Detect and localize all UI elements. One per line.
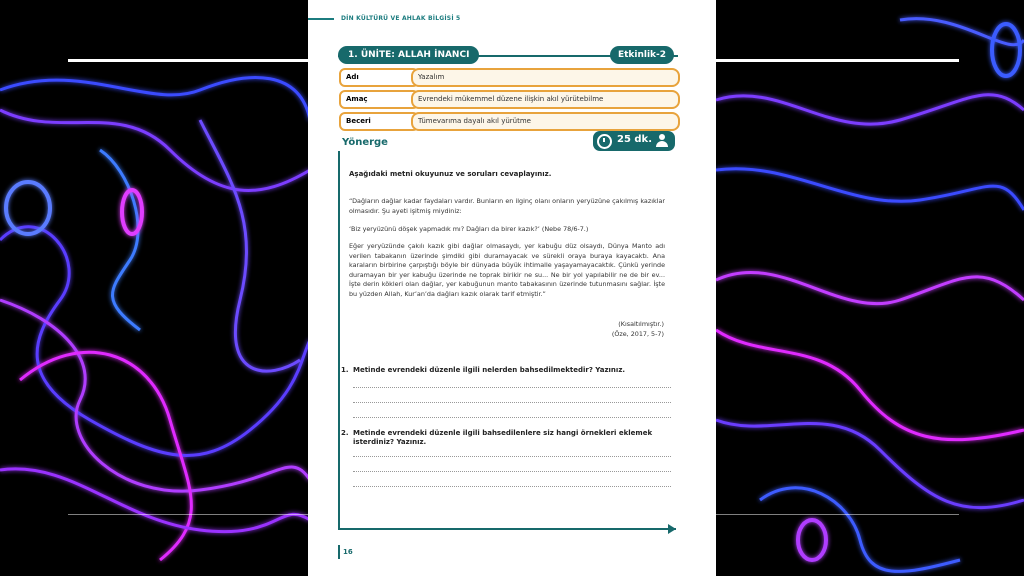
running-header: DİN KÜLTÜRÜ VE AHLAK BİLGİSİ 5 [341, 15, 461, 22]
clock-icon [597, 134, 612, 149]
activity-badge: Etkinlik-2 [610, 46, 674, 64]
row-label-skill: Beceri [339, 112, 419, 131]
source-note: (Kısaltılmıştır.) [618, 320, 664, 328]
time-text: 25 dk. [617, 134, 653, 145]
page-number-bar [338, 545, 340, 559]
reading-verse: ‘Biz yeryüzünü döşek yapmadık mı? Dağları da birer kazık?’ (Nebe 78/6-7.) [349, 225, 589, 233]
row-label-name: Adı [339, 68, 419, 87]
decorative-line-bottom-right [716, 514, 959, 515]
answer-line[interactable] [353, 471, 671, 472]
answer-line[interactable] [353, 387, 671, 388]
person-icon [656, 134, 668, 148]
instruction-text: Aşağıdaki metni okuyunuz ve soruları cevaplayınız. [349, 170, 552, 178]
arrow-icon [668, 524, 676, 534]
question-2-number: 2. [341, 429, 349, 437]
question-1-number: 1. [341, 366, 349, 374]
answer-line[interactable] [353, 456, 671, 457]
row-value-purpose: Evrendeki mükemmel düzene ilişkin akıl yürütebilme [411, 90, 680, 109]
row-value-name: Yazalım [411, 68, 680, 87]
running-header-bar [308, 18, 334, 20]
row-value-skill: Tümevarıma dayalı akıl yürütme [411, 112, 680, 131]
reading-paragraph-2: Eğer yeryüzünde çakılı kazık gibi dağlar olmasaydı, yer kabuğu düz olsaydı, Dünya Manto adı verilen tabakanın üzerinde şimdiki gibi duramayacak ve sürekli oraya buraya kayacaktı. Ana karaların birbirine çarpıştığı böyle bir dünyada büyük ihtimalle yaşayamayacaktık. Çünkü yerinde duramayan bir yer kabuğu üzerinde ne toprak birikir ne su... Ne bir yol yapılabilir ne de bir ev... İşte derin kökleri olan dağlar, yer kabuğunun manto tabakasının üzerinde tutunmasını sağlar. İşte bu yüzden Allah, Kur’an’da dağları kazık olarak tarif etmiştir.” [349, 242, 665, 298]
answer-line[interactable] [353, 417, 671, 418]
decorative-line-top-right [716, 59, 959, 62]
reading-paragraph-1: “Dağların dağlar kadar faydaları vardır. Bunların en ilginç olanı onların yeryüzüne çakılmış kazıklar olmasıdır. Şu ayeti işitmiş miydiniz: [349, 197, 665, 215]
answer-line[interactable] [353, 486, 671, 487]
source-citation: (Öze, 2017, 5-7) [611, 330, 664, 338]
question-2-text: Metinde evrendeki düzenle ilgili bahsedilenlere siz hangi örnekleri eklemek isterdiniz? Yazınız. [353, 429, 653, 446]
unit-title: 1. ÜNİTE: ALLAH İNANCI [338, 46, 479, 64]
directive-vertical-line [338, 151, 340, 529]
decorative-line-bottom-left [68, 514, 308, 515]
decorative-line-top-left [68, 59, 308, 62]
directive-bottom-line [338, 528, 676, 530]
row-label-purpose: Amaç [339, 90, 419, 109]
worksheet-page [308, 0, 716, 576]
question-1-text: Metinde evrendeki düzenle ilgili nelerden bahsedilmektedir? Yazınız. [353, 366, 626, 374]
time-badge [593, 131, 675, 151]
answer-line[interactable] [353, 402, 671, 403]
directive-heading: Yönerge [342, 137, 388, 148]
page-number: 16 [343, 548, 353, 556]
